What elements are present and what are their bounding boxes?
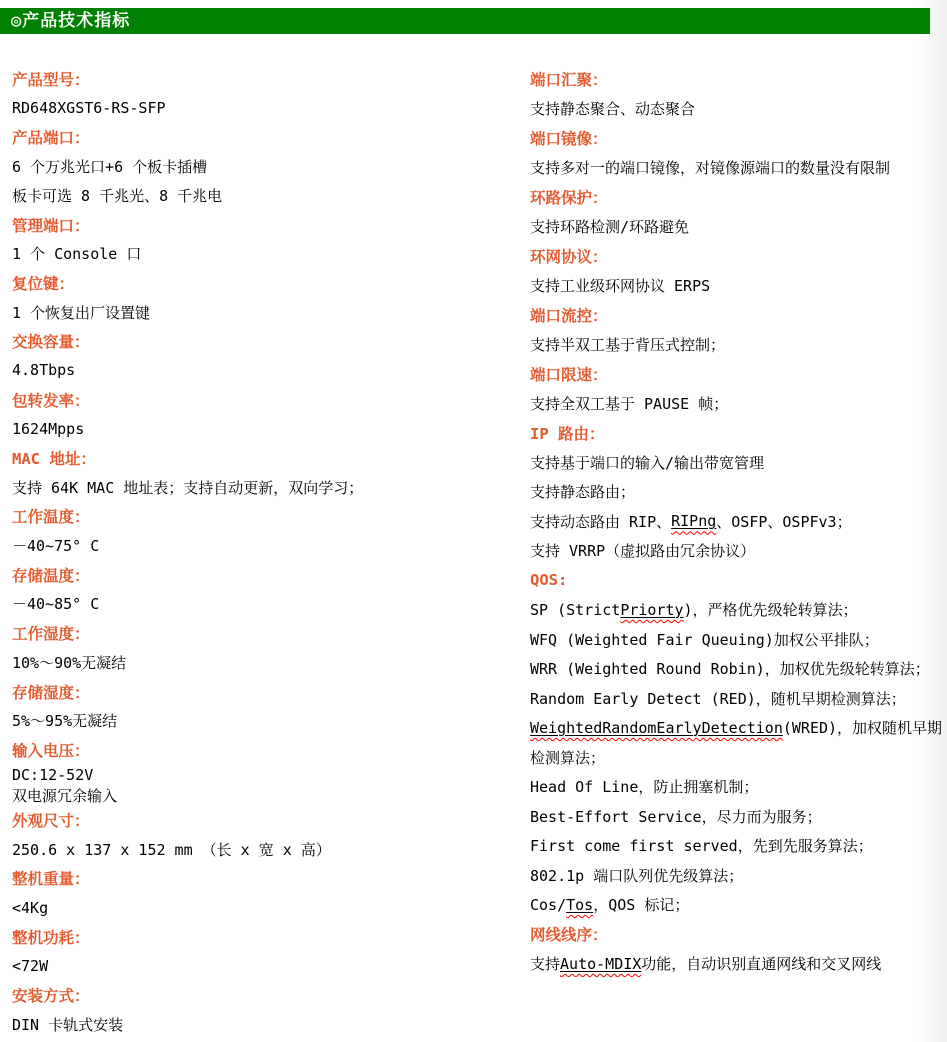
spec-value-line — [12, 531, 517, 560]
spec-value-line — [530, 212, 940, 242]
spec-value-line — [530, 831, 940, 861]
spec-heading-text: 整机重量： — [12, 870, 90, 889]
spec-heading-text: 环网协议： — [530, 247, 608, 266]
spec-heading-line — [530, 418, 940, 448]
spec-value-line — [12, 1010, 517, 1039]
spec-heading-line — [530, 566, 940, 596]
misspelled-underlined-word — [671, 512, 716, 530]
spec-heading-text: 产品型号： — [12, 70, 90, 89]
spec-value-line — [12, 239, 517, 268]
spec-value-text: 支持基于端口的输入/输出带宽管理 — [530, 453, 765, 472]
spec-value-line — [12, 893, 517, 922]
spec-value-text: 4.8Tbps — [12, 361, 76, 380]
spec-value-line — [530, 890, 940, 920]
spec-value-text: 802.1p 端口队列优先级算法； — [530, 866, 744, 885]
spec-value-line — [12, 414, 517, 443]
spec-heading-text: 网线线序： — [530, 926, 608, 945]
spec-heading-line — [12, 806, 517, 835]
spec-value-text: 功能，自动识别直通网线和交叉网线 — [641, 955, 882, 974]
spec-value-line — [12, 785, 517, 806]
spec-heading-text: 交换容量： — [12, 333, 90, 352]
misspelled-underlined-word — [566, 896, 593, 914]
spec-value-text: 支持 64K MAC 地址表；支持自动更新，双向学习； — [12, 478, 364, 497]
spec-heading-text: 存储湿度： — [12, 683, 90, 702]
spec-value-text: 5%～95%无凝结 — [12, 712, 118, 731]
spec-heading-text: 端口流控： — [530, 306, 608, 325]
spec-heading-text: 整机功耗： — [12, 928, 90, 947]
spec-value-line — [530, 772, 940, 802]
spec-value-text: RD648XGST6-RS-SFP — [12, 98, 166, 117]
spec-value-text: Cos/ — [530, 895, 567, 914]
spec-value-line — [530, 271, 940, 301]
spec-value-text: 检测算法； — [530, 748, 606, 767]
spec-heading-line — [12, 560, 517, 589]
spec-value-line — [530, 153, 940, 183]
spec-value-text: 支持 VRRP（虚拟路由冗余协议） — [530, 542, 756, 561]
spec-value-line — [530, 477, 940, 507]
section-title: ◎产品技术指标 — [11, 11, 131, 31]
spec-value-line — [12, 473, 517, 502]
spec-heading-line — [12, 64, 517, 93]
spec-heading-line — [530, 123, 940, 153]
underlined-text: WeightedRandomEarlyDetection — [530, 718, 783, 737]
spec-value-line — [12, 356, 517, 385]
spec-value-line — [530, 595, 940, 625]
spec-value-text: Best-Effort Service，尽力而为服务； — [530, 807, 822, 826]
spec-heading-line — [12, 922, 517, 951]
spec-value-text: 支持多对一的端口镜像，对镜像源端口的数量没有限制 — [530, 158, 891, 177]
spec-heading-text: 管理端口： — [12, 216, 90, 235]
spec-value-text: SP (Strict — [530, 600, 621, 619]
spec-heading-text: 环路保护： — [530, 188, 608, 207]
spec-value-line — [530, 684, 940, 714]
spec-value-text: DIN 卡轨式安装 — [12, 1015, 124, 1034]
spec-heading-text: IP 路由： — [530, 424, 605, 443]
spec-heading-line — [530, 359, 940, 389]
spec-heading-line — [12, 443, 517, 472]
spec-value-text: <4Kg — [12, 898, 49, 917]
spec-value-line — [12, 298, 517, 327]
spec-value-text: First come first served，先到先服务算法； — [530, 837, 873, 856]
spec-heading-text: 外观尺寸： — [12, 812, 90, 831]
spec-value-text: 支持静态路由； — [530, 483, 636, 502]
spec-heading-text: 包转发率： — [12, 391, 90, 410]
spec-value-line — [12, 951, 517, 980]
spec-heading-text: 工作湿度： — [12, 625, 90, 644]
spec-heading-text: 输入电压： — [12, 741, 90, 760]
spec-heading-text: 产品端口： — [12, 128, 90, 147]
spec-value-line — [530, 743, 940, 773]
underlined-text: Auto-MDIX — [560, 954, 642, 973]
spec-column-left — [12, 64, 517, 1039]
spec-value-line — [530, 94, 940, 124]
spec-value-line — [530, 536, 940, 566]
spec-heading-line — [530, 300, 940, 330]
spec-heading-line — [530, 920, 940, 950]
spec-value-text: 、OSFP、OSPFv3； — [716, 512, 852, 531]
spec-heading-line — [12, 864, 517, 893]
spec-value-line — [530, 389, 940, 419]
spec-value-text: －40~85° C — [12, 595, 100, 614]
spec-value-line — [12, 835, 517, 864]
spec-value-text: 6 个万兆光口+6 个板卡插槽 — [12, 157, 208, 176]
spec-heading-text: 存储温度： — [12, 566, 90, 585]
spec-heading-line — [12, 981, 517, 1010]
spec-heading-line — [530, 182, 940, 212]
misspelled-underlined-word — [560, 955, 641, 973]
spec-value-line — [12, 765, 517, 786]
spec-value-text: 支持动态路由 RIP、 — [530, 512, 672, 531]
spec-value-line — [530, 861, 940, 891]
spec-value-text: 支持全双工基于 PAUSE 帧； — [530, 394, 729, 413]
section-header-bar — [0, 8, 930, 34]
spec-value-text: －40~75° C — [12, 537, 100, 556]
spec-heading-line — [12, 210, 517, 239]
spec-column-right — [530, 64, 943, 979]
spec-heading-line — [12, 502, 517, 531]
spec-value-line — [530, 625, 940, 655]
spec-value-text: WRR (Weighted Round Robin)，加权优先级轮转算法； — [530, 660, 930, 679]
spec-heading-text: 复位键： — [12, 274, 75, 293]
spec-value-text: 支持环路检测/环路避免 — [530, 217, 690, 236]
spec-value-line — [530, 448, 940, 478]
spec-value-text: 1 个恢复出厂设置键 — [12, 303, 151, 322]
spec-heading-line — [12, 268, 517, 297]
spec-value-text: 板卡可选 8 千兆光、8 千兆电 — [12, 186, 223, 205]
underlined-text: Priorty — [620, 600, 684, 619]
spec-value-line — [530, 654, 940, 684]
spec-value-text: 支持 — [530, 955, 561, 974]
spec-value-text: 支持半双工基于背压式控制； — [530, 335, 726, 354]
spec-value-text: 10%～90%无凝结 — [12, 653, 127, 672]
spec-heading-line — [12, 735, 517, 764]
spec-heading-text: 端口汇聚： — [530, 70, 608, 89]
spec-heading-line — [12, 385, 517, 414]
underlined-text: RIPng — [671, 512, 717, 531]
spec-heading-text: 端口限速： — [530, 365, 608, 384]
misspelled-underlined-word — [530, 719, 783, 737]
spec-heading-text: MAC 地址： — [12, 450, 96, 469]
spec-value-text: 1624Mpps — [12, 419, 85, 438]
spec-value-text: <72W — [12, 957, 49, 976]
misspelled-underlined-word — [620, 601, 683, 619]
spec-heading-line — [12, 122, 517, 151]
spec-value-line — [530, 802, 940, 832]
spec-heading-line — [12, 327, 517, 356]
spec-value-text: Head Of Line，防止拥塞机制； — [530, 778, 759, 797]
spec-value-text: DC:12-52V — [12, 765, 94, 784]
underlined-text: Tos — [566, 895, 594, 914]
spec-value-text: 双电源冗余输入 — [12, 786, 118, 805]
spec-value-line — [12, 93, 517, 122]
spec-value-line — [12, 589, 517, 618]
spec-heading-text: QOS: — [530, 571, 568, 590]
spec-heading-line — [12, 677, 517, 706]
spec-value-text: ，QOS 标记； — [593, 896, 690, 915]
spec-value-line — [12, 181, 517, 210]
spec-heading-line — [530, 241, 940, 271]
spec-value-line — [12, 648, 517, 677]
spec-value-line — [530, 507, 940, 537]
spec-value-line — [530, 330, 940, 360]
spec-value-text: 支持静态聚合、动态聚合 — [530, 99, 696, 118]
spec-value-line — [530, 949, 940, 979]
spec-value-text: (WRED)，加权随机早期 — [782, 719, 943, 738]
spec-heading-text: 端口镜像： — [530, 129, 608, 148]
spec-value-text: WFQ (Weighted Fair Queuing)加权公平排队； — [530, 630, 879, 649]
spec-heading-text: 工作温度： — [12, 508, 90, 527]
spec-value-line — [530, 713, 943, 743]
spec-value-line — [12, 152, 517, 181]
spec-value-text: 1 个 Console 口 — [12, 245, 142, 264]
spec-value-text: Random Early Detect (RED)，随机早期检测算法； — [530, 689, 906, 708]
spec-value-text: 250.6 x 137 x 152 mm （长 x 宽 x 高） — [12, 840, 331, 859]
spec-value-text: )，严格优先级轮转算法； — [683, 601, 858, 620]
spec-heading-line — [12, 619, 517, 648]
spec-heading-text: 安装方式： — [12, 987, 90, 1006]
spec-heading-line — [530, 64, 940, 94]
spec-value-line — [12, 706, 517, 735]
spec-value-text: 支持工业级环网协议 ERPS — [530, 276, 711, 295]
